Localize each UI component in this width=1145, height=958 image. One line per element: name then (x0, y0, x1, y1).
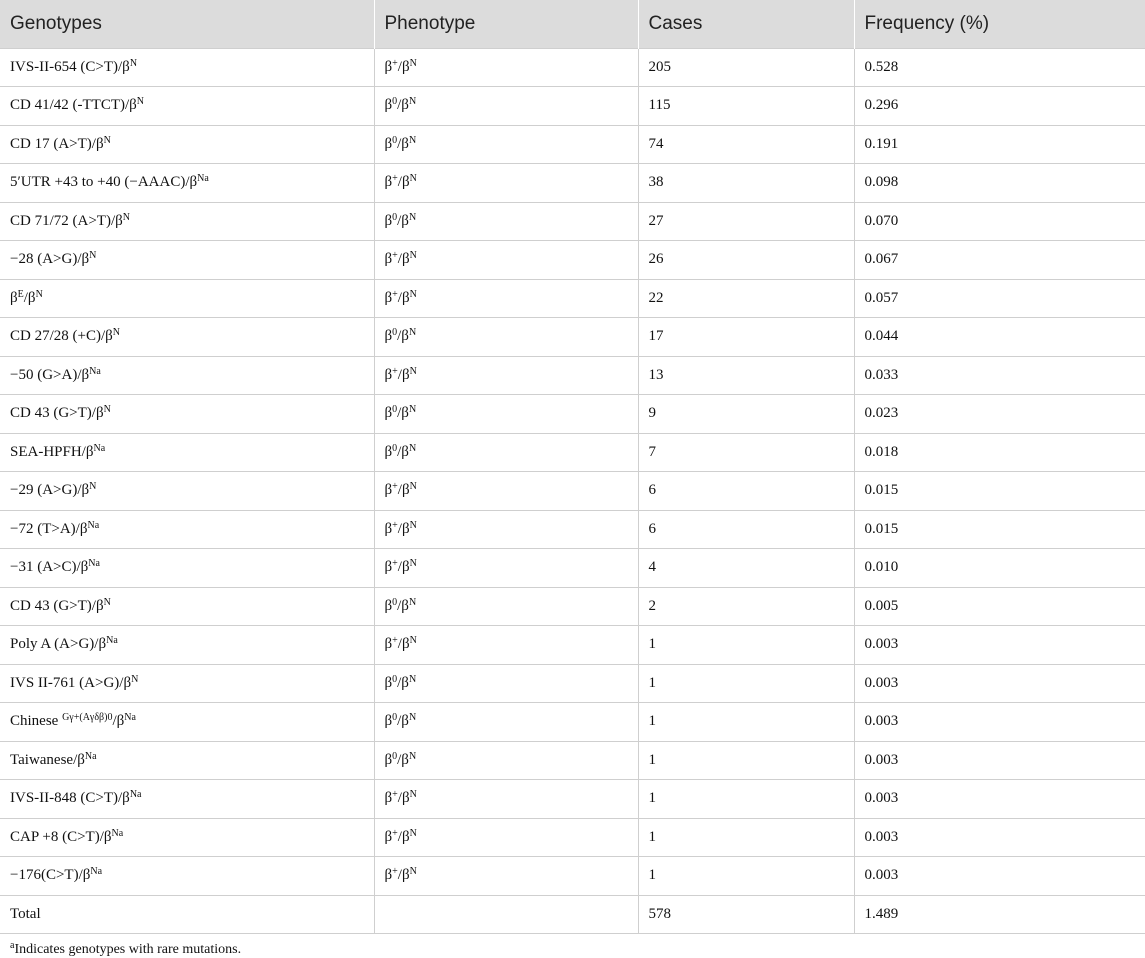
cases-cell: 4 (638, 549, 854, 588)
genotype-sup: N (112, 327, 120, 339)
genotype-text: −31 (A>C)/β (10, 559, 89, 576)
frequency-cell: 0.005 (854, 587, 1145, 626)
phenotype-b: /β (397, 289, 410, 306)
genotype-prefix-sup: E (17, 288, 24, 300)
genotype-cell (0, 549, 374, 588)
phenotype-a-sup: 0 (392, 96, 398, 108)
phenotype-b-sup: N (409, 173, 417, 185)
phenotype-b: /β (397, 58, 410, 75)
phenotype-a-sup: + (392, 365, 398, 377)
phenotype-a: β (384, 97, 393, 114)
phenotype-b: /β (397, 174, 410, 191)
table-header-row (0, 0, 1145, 48)
table-row (0, 780, 1145, 819)
phenotype-b: /β (397, 674, 409, 691)
phenotype-cell (374, 125, 638, 164)
phenotype-a: β (384, 443, 393, 460)
genotype-sup: N (103, 596, 111, 608)
phenotype-a: β (384, 174, 393, 191)
genotype-sup: N (89, 250, 97, 262)
frequency-cell: 0.015 (854, 472, 1145, 511)
genotype-sup: N (129, 57, 138, 69)
table-row (0, 741, 1145, 780)
frequency-cell: 0.003 (854, 626, 1145, 665)
phenotype-a-sup: 0 (392, 442, 398, 454)
genotype-text: IVS-II-654 (C>T)/β (10, 58, 130, 75)
phenotype-a: β (384, 790, 393, 807)
phenotype-a: β (384, 636, 393, 653)
genotype-sup: Na (84, 750, 97, 762)
phenotype-b-sup: N (409, 365, 417, 377)
table-row (0, 279, 1145, 318)
phenotype-a-sup: 0 (392, 134, 398, 146)
genotype-sup: N (131, 673, 139, 685)
frequency-cell: 0.067 (854, 241, 1145, 280)
genotype-text: CD 27/28 (+C)/β (10, 328, 113, 345)
genotype-text: Poly A (A>G)/β (10, 636, 107, 653)
phenotype-b: /β (397, 828, 410, 845)
total-label: Total (0, 895, 374, 934)
phenotype-a: β (384, 828, 393, 845)
genotype-text: −28 (A>G)/β (10, 251, 90, 268)
table-row (0, 703, 1145, 742)
phenotype-b-sup: N (409, 789, 417, 801)
phenotype-cell (374, 741, 638, 780)
cases-cell: 1 (638, 818, 854, 857)
phenotype-b: /β (397, 212, 409, 229)
table-row (0, 241, 1145, 280)
phenotype-cell (374, 48, 638, 87)
genotype-text: −72 (T>A)/β (10, 520, 88, 537)
genotype-sup: Na (197, 173, 209, 185)
cases-cell: 38 (638, 164, 854, 203)
phenotype-b: /β (397, 135, 409, 152)
genotype-cell (0, 780, 374, 819)
phenotype-cell (374, 356, 638, 395)
header-cases: Cases (638, 0, 854, 48)
genotype-cell (0, 510, 374, 549)
genotype-cell (0, 318, 374, 357)
phenotype-a-sup: + (392, 635, 398, 647)
header-frequency: Frequency (%) (854, 0, 1145, 48)
phenotype-a-sup: + (392, 173, 398, 185)
cases-cell: 115 (638, 87, 854, 126)
phenotype-cell (374, 664, 638, 703)
frequency-cell: 0.003 (854, 664, 1145, 703)
table-row (0, 395, 1145, 434)
phenotype-cell (374, 626, 638, 665)
header-phenotype: Phenotype (374, 0, 638, 48)
phenotype-a: β (384, 212, 393, 229)
table-row (0, 472, 1145, 511)
phenotype-b: /β (397, 328, 409, 345)
frequency-cell: 0.003 (854, 857, 1145, 896)
phenotype-a-sup: + (392, 827, 398, 839)
phenotype-a-sup: + (392, 789, 398, 801)
phenotype-a-sup: 0 (392, 211, 398, 223)
genotype-cell (0, 356, 374, 395)
genotype-cell (0, 395, 374, 434)
table-row (0, 664, 1145, 703)
cases-cell: 205 (638, 48, 854, 87)
genotype-text: SEA-HPFH/β (10, 443, 94, 460)
phenotype-a: β (384, 597, 393, 614)
phenotype-b: /β (397, 520, 410, 537)
table-row (0, 857, 1145, 896)
phenotype-cell (374, 549, 638, 588)
phenotype-a-sup: + (392, 57, 398, 69)
phenotype-cell (374, 395, 638, 434)
phenotype-b: /β (397, 597, 409, 614)
table-row (0, 626, 1145, 665)
genotype-sup: N (103, 134, 111, 146)
genotype-text: −50 (G>A)/β (10, 366, 90, 383)
phenotype-a: β (384, 58, 393, 75)
table-row (0, 549, 1145, 588)
genotype-text: CD 43 (G>T)/β (10, 597, 104, 614)
genotype-prefix-sup: Gγ+(Aγδβ)0 (62, 712, 113, 724)
cases-cell: 1 (638, 780, 854, 819)
phenotype-b-sup: N (408, 96, 417, 108)
phenotype-b: /β (397, 97, 409, 114)
frequency-cell: 0.528 (854, 48, 1145, 87)
phenotype-a-sup: 0 (392, 750, 398, 762)
phenotype-a: β (384, 328, 393, 345)
phenotype-b-sup: N (409, 288, 417, 300)
genotype-cell (0, 279, 374, 318)
phenotype-b-sup: N (409, 558, 417, 570)
genotype-sup: Na (93, 442, 106, 454)
phenotype-b-sup: N (409, 635, 417, 647)
table-row (0, 202, 1145, 241)
frequency-cell: 0.023 (854, 395, 1145, 434)
phenotype-b-sup: N (408, 673, 417, 685)
phenotype-b-sup: N (408, 442, 417, 454)
cases-cell: 1 (638, 626, 854, 665)
genotype-text: CD 43 (G>T)/β (10, 405, 104, 422)
phenotype-b-sup: N (409, 250, 417, 262)
genotype-text: Taiwanese/β (10, 751, 85, 768)
total-phenotype (374, 895, 638, 934)
phenotype-a-sup: 0 (392, 327, 398, 339)
genotype-text: −176(C>T)/β (10, 867, 91, 884)
cases-cell: 9 (638, 395, 854, 434)
table-row (0, 318, 1145, 357)
frequency-cell: 0.044 (854, 318, 1145, 357)
genotype-sup: N (122, 211, 130, 223)
table-row (0, 433, 1145, 472)
genotype-prefix: β (10, 289, 18, 306)
phenotype-a: β (384, 751, 393, 768)
phenotype-cell (374, 241, 638, 280)
cases-cell: 1 (638, 857, 854, 896)
genotype-sup: Na (129, 789, 142, 801)
genotype-sup: Na (87, 519, 100, 531)
total-frequency: 1.489 (854, 895, 1145, 934)
genotype-cell (0, 587, 374, 626)
phenotype-a: β (384, 520, 393, 537)
cases-cell: 17 (638, 318, 854, 357)
phenotype-cell (374, 703, 638, 742)
genotype-cell (0, 626, 374, 665)
table-row (0, 587, 1145, 626)
phenotype-b-sup: N (408, 712, 417, 724)
phenotype-b-sup: N (408, 404, 417, 416)
total-cases: 578 (638, 895, 854, 934)
phenotype-b: /β (397, 751, 409, 768)
genotype-cell (0, 164, 374, 203)
frequency-cell: 0.003 (854, 780, 1145, 819)
genotype-text: −29 (A>G)/β (10, 482, 90, 499)
cases-cell: 74 (638, 125, 854, 164)
phenotype-cell (374, 472, 638, 511)
genotype-cell (0, 818, 374, 857)
genotype-sup: Na (124, 712, 136, 724)
frequency-cell: 0.296 (854, 87, 1145, 126)
genotype-sup: Na (88, 558, 100, 570)
cases-cell: 1 (638, 664, 854, 703)
genotype-sup: N (35, 288, 43, 300)
phenotype-a-sup: + (392, 250, 398, 262)
frequency-cell: 0.191 (854, 125, 1145, 164)
phenotype-a-sup: + (392, 866, 398, 878)
phenotype-b-sup: N (408, 134, 417, 146)
genotype-cell (0, 741, 374, 780)
phenotype-b-sup: N (409, 481, 417, 493)
genotype-cell (0, 48, 374, 87)
genotype-cell (0, 241, 374, 280)
phenotype-a: β (384, 674, 393, 691)
footnote-marker: a (10, 940, 15, 951)
genotype-sup: N (89, 481, 97, 493)
phenotype-a: β (384, 405, 393, 422)
cases-cell: 27 (638, 202, 854, 241)
phenotype-a: β (384, 251, 393, 268)
phenotype-cell (374, 87, 638, 126)
phenotype-cell (374, 510, 638, 549)
frequency-cell: 0.003 (854, 741, 1145, 780)
phenotype-b: /β (397, 482, 410, 499)
genotype-sup: Na (89, 365, 101, 377)
phenotype-b: /β (397, 443, 409, 460)
genotype-cell (0, 202, 374, 241)
phenotype-cell (374, 433, 638, 472)
genotype-text: CD 41/42 (-TTCT)/β (10, 97, 137, 114)
header-genotypes: Genotypes (0, 0, 374, 48)
genotype-text: CD 17 (A>T)/β (10, 135, 104, 152)
frequency-cell: 0.015 (854, 510, 1145, 549)
genotype-sup: Na (106, 635, 118, 647)
genotype-cell (0, 664, 374, 703)
genotype-cell (0, 87, 374, 126)
cases-cell: 13 (638, 356, 854, 395)
frequency-cell: 0.033 (854, 356, 1145, 395)
phenotype-a: β (384, 366, 393, 383)
phenotype-b-sup: N (409, 827, 417, 839)
phenotype-b: /β (397, 251, 410, 268)
frequency-cell: 0.018 (854, 433, 1145, 472)
genotype-text: /β (112, 713, 125, 730)
phenotype-cell (374, 780, 638, 819)
phenotype-a-sup: + (392, 481, 398, 493)
table-row (0, 87, 1145, 126)
table-row (0, 356, 1145, 395)
genotype-text: CD 71/72 (A>T)/β (10, 212, 123, 229)
frequency-cell: 0.070 (854, 202, 1145, 241)
phenotype-b: /β (397, 790, 410, 807)
phenotype-a: β (384, 482, 393, 499)
cases-cell: 26 (638, 241, 854, 280)
phenotype-cell (374, 857, 638, 896)
genotype-sup: Na (90, 866, 103, 878)
phenotype-a-sup: 0 (392, 596, 398, 608)
cases-cell: 2 (638, 587, 854, 626)
frequency-cell: 0.057 (854, 279, 1145, 318)
phenotype-a-sup: + (392, 288, 398, 300)
phenotype-b: /β (397, 559, 410, 576)
genotype-sup: Na (111, 827, 124, 839)
table-row (0, 164, 1145, 203)
genotype-cell (0, 125, 374, 164)
phenotype-b: /β (397, 713, 409, 730)
frequency-cell: 0.010 (854, 549, 1145, 588)
genotype-text: IVS-II-848 (C>T)/β (10, 790, 130, 807)
genotype-text: CAP +8 (C>T)/β (10, 828, 112, 845)
phenotype-a-sup: + (392, 558, 398, 570)
phenotype-a-sup: 0 (392, 712, 398, 724)
phenotype-a: β (384, 559, 393, 576)
cases-cell: 6 (638, 510, 854, 549)
frequency-cell: 0.098 (854, 164, 1145, 203)
phenotype-cell (374, 587, 638, 626)
table-row (0, 125, 1145, 164)
table-footnote (10, 942, 241, 958)
cases-cell: 7 (638, 433, 854, 472)
phenotype-b-sup: N (408, 750, 417, 762)
genotype-text: IVS II-761 (A>G)/β (10, 674, 132, 691)
genotype-text: /β (23, 289, 36, 306)
table-row (0, 48, 1145, 87)
phenotype-a: β (384, 867, 393, 884)
phenotype-b-sup: N (409, 519, 417, 531)
phenotype-cell (374, 318, 638, 357)
phenotype-a: β (384, 289, 393, 306)
genotype-prefix: Chinese (10, 713, 63, 730)
genotype-cell (0, 703, 374, 742)
total-row (0, 895, 1145, 934)
phenotype-b-sup: N (409, 57, 417, 69)
phenotype-b-sup: N (408, 327, 417, 339)
cases-cell: 6 (638, 472, 854, 511)
genotype-cell (0, 433, 374, 472)
phenotype-a-sup: + (392, 519, 398, 531)
footnote-text: Indicates genotypes with rare mutations. (14, 942, 242, 957)
phenotype-cell (374, 279, 638, 318)
cases-cell: 22 (638, 279, 854, 318)
phenotype-cell (374, 818, 638, 857)
cases-cell: 1 (638, 703, 854, 742)
genotype-sup: N (103, 404, 111, 416)
cases-cell: 1 (638, 741, 854, 780)
table-row (0, 818, 1145, 857)
phenotype-b-sup: N (409, 866, 417, 878)
table-body (0, 48, 1145, 934)
genotype-text: 5′UTR +43 to +40 (−AAAC)/β (10, 174, 198, 191)
phenotype-a-sup: 0 (392, 404, 398, 416)
phenotype-b: /β (397, 867, 410, 884)
phenotype-b: /β (397, 405, 409, 422)
frequency-cell: 0.003 (854, 818, 1145, 857)
phenotype-b-sup: N (408, 596, 417, 608)
genotype-sup: N (136, 96, 145, 108)
frequency-cell: 0.003 (854, 703, 1145, 742)
phenotype-a: β (384, 713, 393, 730)
genotype-cell (0, 857, 374, 896)
phenotype-a-sup: 0 (392, 673, 398, 685)
phenotype-b: /β (397, 366, 410, 383)
phenotype-cell (374, 202, 638, 241)
phenotype-a: β (384, 135, 393, 152)
phenotype-cell (374, 164, 638, 203)
genotype-cell (0, 472, 374, 511)
phenotype-b-sup: N (408, 211, 417, 223)
table-row (0, 510, 1145, 549)
phenotype-b: /β (397, 636, 410, 653)
